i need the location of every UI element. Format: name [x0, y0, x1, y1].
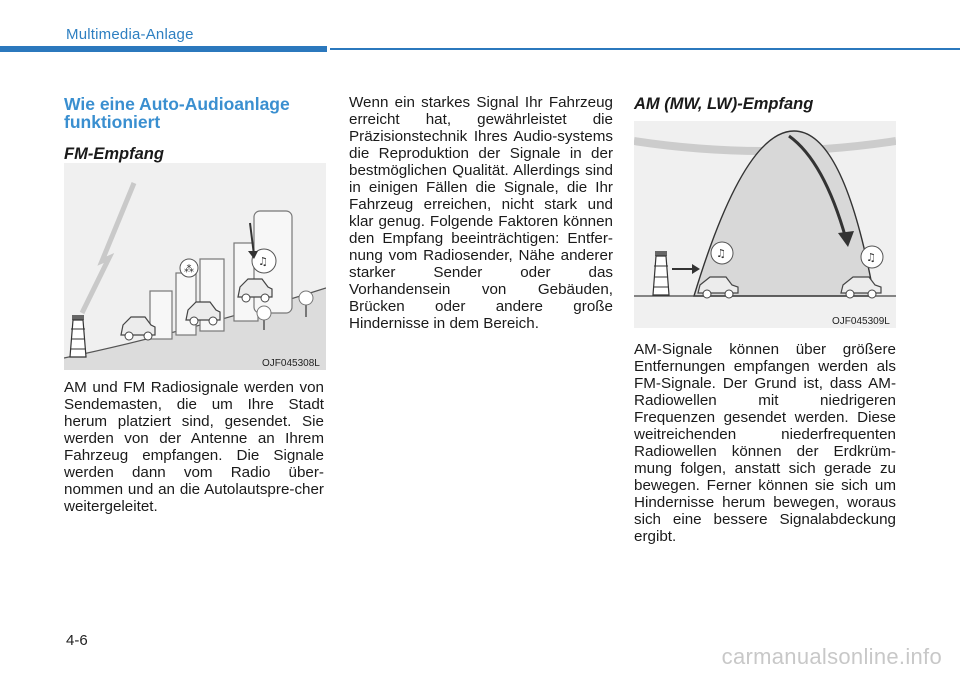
- section-heading: Wie eine Auto-Audioanlage funktioniert: [64, 94, 290, 132]
- section-header: Multimedia-Anlage: [66, 26, 194, 43]
- svg-text:♫: ♫: [866, 251, 876, 264]
- right-column: [634, 95, 896, 113]
- svg-text:♫: ♫: [716, 247, 726, 260]
- svg-text:⁂: ⁂: [184, 264, 194, 275]
- fm-subheading: FM-Empfang: [64, 145, 164, 163]
- fm-figure-code: OJF045308L: [262, 358, 320, 369]
- svg-text:♫: ♫: [258, 255, 268, 268]
- radio-tower-icon: [653, 251, 669, 295]
- am-figure-code: OJF045309L: [832, 316, 890, 327]
- am-subheading: AM (MW, LW)-Empfang: [634, 95, 814, 113]
- signal-bolt: [82, 183, 134, 313]
- am-paragraph: AM-Signale können über größere Entfernungen empfangen werden als FM-Signale. Der Grund ist, dass AM-Radiowellen mit niedrigeren Frequenzen gesendet werden. Diese weitreichenden niederfrequenten Radiowellen können der Erdkrüm-mung folgen, anstatt sich gerade zu bewegen. Ferner können sie sich um Hindernisse herum bewegen, woraus sich eine bessere Signalabdeckung ergibt.: [634, 341, 896, 545]
- building-2: [176, 273, 196, 335]
- radio-tower-icon: [70, 315, 86, 357]
- header-rule-thick: [0, 46, 327, 52]
- mountain: [694, 131, 874, 296]
- middle-paragraph: Wenn ein starkes Signal Ihr Fahrzeug erreicht hat, gewährleistet die Präzisionstechnik Ihres Audio-systems die Reproduktion der Signale in der bestmöglichen Qualität. Allerdings sind in einigen Fällen die Signale, die Ihr Fahrzeug erreichen, nicht stark und klar genug. Folgende Faktoren können den Empfang beeinträchtigen: Entfer-nung vom Radiosender, Nähe anderer starker Sender oder das Vorhandensein von Gebäuden, Brücken oder andere große Hindernisse in dem Bereich.: [349, 94, 613, 332]
- fm-illustration: [64, 163, 326, 370]
- fm-paragraph: AM und FM Radiosignale werden von Sendemasten, die um Ihre Stadt herum platziert sind, gesendet. Sie werden von der Antenne an Ihrem Fahrzeug empfangen. Die Signale werden dann vom Radio über-nommen und an die Autolautspre-cher weitergeleitet.: [64, 379, 324, 515]
- am-reception-figure: [634, 121, 896, 328]
- header-rule-thin: [330, 48, 960, 50]
- watermark: carmanualsonline.info: [721, 644, 942, 669]
- fm-reception-figure: [64, 163, 326, 370]
- left-column: [64, 95, 326, 163]
- am-illustration: [634, 121, 896, 328]
- page-number: 4-6: [66, 632, 88, 649]
